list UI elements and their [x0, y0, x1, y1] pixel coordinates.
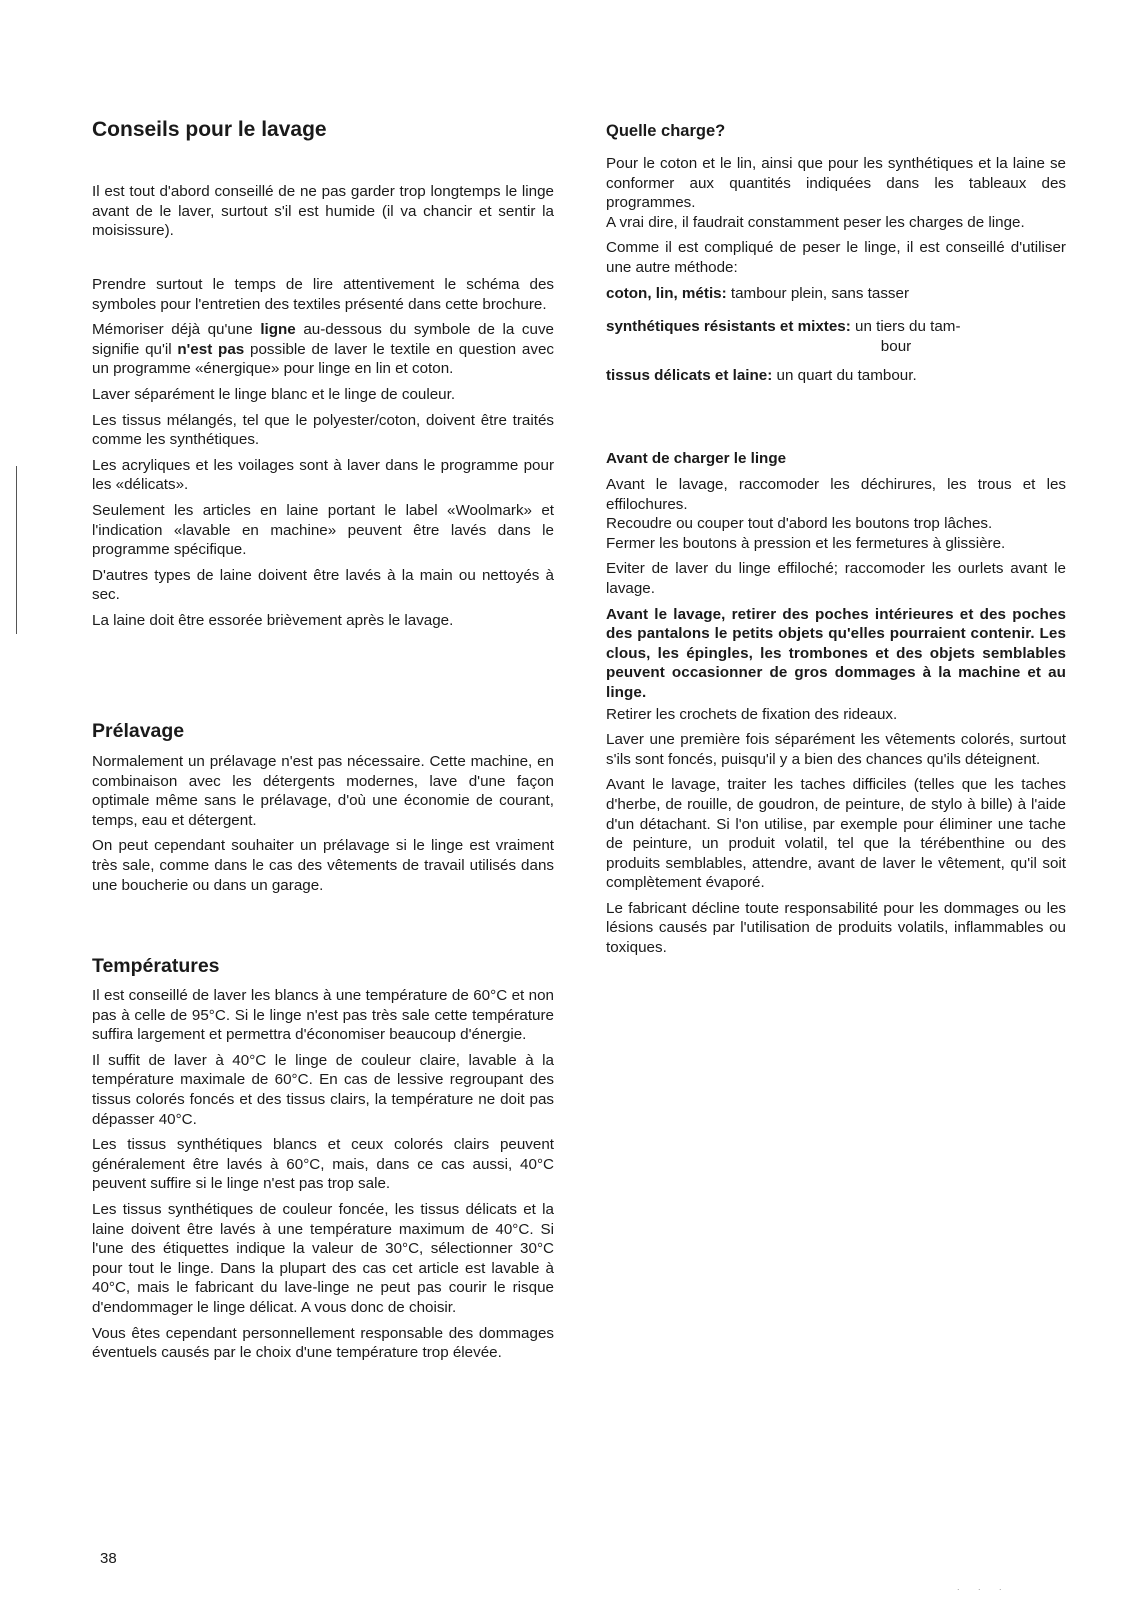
temp-paragraph-5: Vous êtes cependant personnellement responsable des dommages éventuels causés par le choix d'une température trop élevée. — [92, 1324, 554, 1362]
temp-paragraph-4: Les tissus synthétiques de couleur foncée, les tissus délicats et la laine doivent être lavés à une température maximum de 40°C. Si l'une des étiquettes indique la valeur de 30°C, sélectionner 30°C pour tout le linge. Dans la plupart des cas cet article est lavable à 40°C, mais le fabricant du lave-linge ne peut pas courir le risque d'endommager le linge délicat. A vous donc de choisir. — [92, 1200, 554, 1316]
avant-paragraph-3: Retirer les crochets de fixation des rideaux. — [606, 705, 898, 723]
scan-specks: . . . — [957, 1582, 1010, 1592]
care-advice-block — [92, 275, 554, 637]
avant-paragraph-1: Avant le lavage, raccomoder les déchirures, les trous et les effilochures. — [606, 476, 1066, 513]
temp-paragraph-3: Les tissus synthétiques blancs et ceux colorés clairs peuvent généralement être lavés à 60°C, mais, dans ce cas aussi, 40°C peuvent suffire si le linge n'est pas trop sale. — [92, 1136, 554, 1193]
charge-paragraph-1b: A vrai dire, il faudrait constamment peser les charges de linge. — [606, 213, 1025, 231]
avant-paragraph-1c: Fermer les boutons à pression et les fermetures à glissière. — [606, 534, 1006, 552]
paragraph-mixed-fabrics: Les tissus mélangés, tel que le polyester/coton, doivent être traités comme les synthétiques. — [92, 411, 554, 449]
section-title-avant-charger: Avant de charger le linge — [606, 450, 787, 467]
avant-paragraph-1b: Recoudre ou couper tout d'abord les boutons trop lâches. — [606, 515, 993, 533]
section-title-prelavage: Prélavage — [92, 720, 185, 742]
paragraph-separate-wash: Laver séparément le linge blanc et le linge de couleur. — [92, 385, 456, 403]
load-label: tissus délicats et laine: — [606, 367, 773, 385]
paragraph-woolmark: Seulement les articles en laine portant le label «Woolmark» et l'indication «lavable en machine» peuvent être lavés dans le programme spécifique. — [92, 501, 554, 559]
emphasis-ligne: ligne — [260, 321, 296, 339]
page-title: Conseils pour le lavage — [92, 118, 327, 141]
paragraph-acrylics: Les acryliques et les voilages sont à laver dans le programme pour les «délicats». — [92, 456, 554, 494]
text-run: possible de laver le textile en question avec un programme «énergique» pour linge en lin et coton. — [92, 340, 554, 378]
charge-block — [606, 154, 1066, 392]
load-text-tail: bour — [880, 337, 912, 355]
load-cotton — [606, 284, 1066, 304]
load-text: un quart du tambour. — [772, 367, 917, 385]
margin-mark — [16, 466, 17, 634]
avant-paragraph-5: Avant le lavage, traiter les taches difficiles (telles que les taches d'herbe, de rouille, de goudron, de peinture, de stylo à bille) à l'aide d'un détachant. Si l'on utilise, par exemple pour éliminer une tache de peinture, un produit volatil, tel que la térébenthine ou des produits semblables, attendre, avant de laver le vêtement, qu'il soit complètement évaporé. — [606, 776, 1066, 892]
paragraph-line-symbol — [92, 320, 554, 379]
temperatures-block — [92, 986, 554, 1369]
avant-charger-block — [606, 475, 1066, 964]
load-label: coton, lin, métis: — [606, 284, 727, 302]
prelavage-paragraph-2: On peut cependant souhaiter un prélavage si le linge est vraiment très sale, comme dans le cas des vêtements de travail utilisés dans une boucherie ou dans un garage. — [92, 837, 554, 894]
emphasis-nest-pas: n'est pas — [177, 340, 245, 358]
avant-paragraph-2: Eviter de laver du linge effiloché; raccomoder les ourlets avant le lavage. — [606, 560, 1066, 597]
charge-paragraph-1: Pour le coton et le lin, ainsi que pour les synthétiques et la laine se conformer aux quantités indiquées dans les tableaux des programmes. — [606, 155, 1066, 212]
intro-block — [92, 182, 554, 247]
temp-paragraph-1: Il est conseillé de laver les blancs à une température de 60°C et non pas à celle de 95°C. Si le linge n'est pas très sale cette température suffira largement et permettra d'économiser beaucoup d'énergie. — [92, 987, 554, 1044]
load-synthetics — [606, 317, 1066, 356]
load-label: synthétiques résistants et mixtes: — [606, 318, 851, 336]
avant-paragraph-6: Le fabricant décline toute responsabilité pour les dommages ou les lésions causés par l'utilisation de produits volatils, inflammables ou toxiques. — [606, 899, 1066, 957]
avant-paragraph-4: Laver une première fois séparément les vêtements colorés, surtout s'ils sont foncés, puisqu'il y a bien des chances qu'ils déteignent. — [606, 731, 1066, 768]
page-number: 38 — [100, 1550, 117, 1567]
paragraph-wool-spin: La laine doit être essorée brièvement après le lavage. — [92, 611, 454, 629]
prelavage-paragraph-1: Normalement un prélavage n'est pas nécessaire. Cette machine, en combinaison avec les détergents modernes, lave d'une façon optimale même sans le prélavage, d'où une économie de courant, temps, eau et détergent. — [92, 753, 554, 829]
load-text: un tiers du tam- — [850, 318, 961, 336]
load-text: tambour plein, sans tasser — [726, 284, 910, 302]
section-title-charge: Quelle charge? — [606, 122, 726, 140]
charge-paragraph-2: Comme il est compliqué de peser le linge, il est conseillé d'utiliser une autre méthode: — [606, 239, 1066, 276]
intro-paragraph: Il est tout d'abord conseillé de ne pas garder trop longtemps le linge avant de le laver, surtout s'il est humide (il va chancir et sentir la moisissure). — [92, 183, 554, 240]
text-run: Mémoriser déjà qu'une — [92, 321, 261, 339]
paragraph-other-wool: D'autres types de laine doivent être lavés à la main ou nettoyés à sec. — [92, 566, 554, 604]
paragraph-symbols: Prendre surtout le temps de lire attentivement le schéma des symboles pour l'entretien des textiles présenté dans cette brochure. — [92, 276, 554, 313]
text-run: au-dessous du symbole de la cuve signifie qu'il — [92, 321, 554, 358]
section-title-temperatures: Températures — [92, 955, 220, 977]
prelavage-block — [92, 752, 554, 901]
load-delicates — [606, 366, 1066, 386]
avant-warning: Avant le lavage, retirer des poches intérieures et des poches des pantalons le petits objets qu'elles pourraient contenir. Les clous, les épingles, les trombones et des objets semblables peuvent occasionner de gros dommages à la machine et au linge. — [606, 605, 1066, 701]
temp-paragraph-2: Il suffit de laver à 40°C le linge de couleur claire, lavable à la température maximale de 60°C. En cas de lessive regroupant des tissus colorés foncés et des tissus clairs, la température ne doit pas dépasser 40°C. — [92, 1051, 554, 1128]
